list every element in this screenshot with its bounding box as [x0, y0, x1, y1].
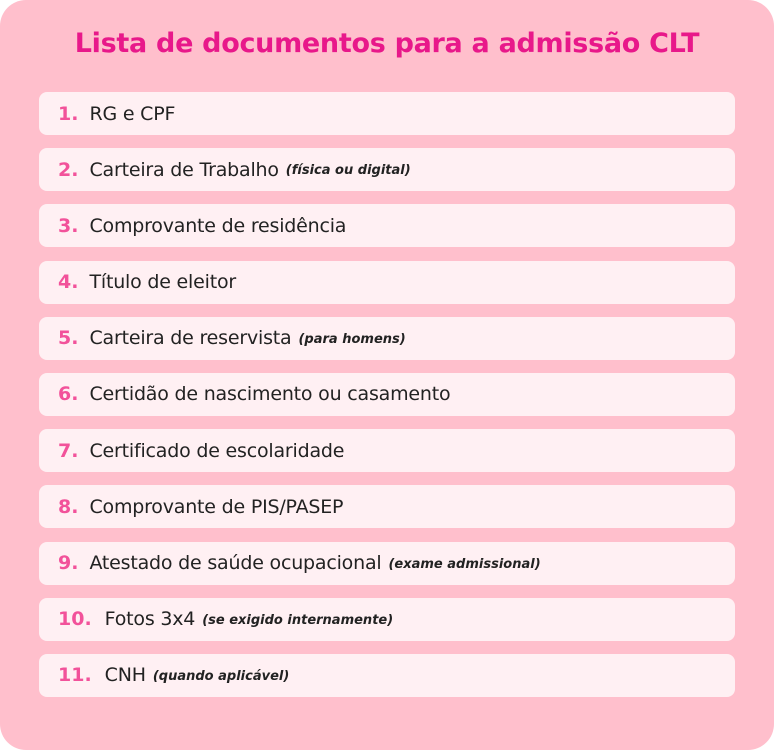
- item-number: 3.: [58, 214, 79, 237]
- item-number: 2.: [58, 158, 79, 181]
- list-item-pis-pasep: [39, 485, 735, 528]
- item-label: Certificado de escolaridade: [89, 439, 345, 462]
- item-note: (física ou digital): [285, 163, 411, 179]
- list-item-certidao: [39, 373, 735, 416]
- item-label: CNH: [104, 664, 146, 687]
- item-label: Carteira de reservista: [89, 327, 292, 350]
- item-label: RG e CPF: [89, 102, 176, 125]
- document-list: [39, 92, 735, 710]
- list-item-cnh: [39, 654, 735, 697]
- item-label: Atestado de saúde ocupacional: [89, 552, 382, 574]
- list-item-fotos: [39, 598, 735, 641]
- list-item-atestado-saude: [39, 542, 735, 585]
- list-item-titulo-eleitor: [39, 261, 735, 304]
- item-label: Carteira de Trabalho: [89, 158, 279, 181]
- item-number: 10.: [58, 608, 92, 631]
- item-label: Comprovante de residência: [89, 214, 347, 237]
- item-label: Fotos 3x4: [104, 608, 196, 631]
- item-number: 9.: [58, 552, 79, 574]
- item-number: 6.: [58, 383, 79, 406]
- item-note: (se exigido internamente): [202, 612, 394, 628]
- list-item-comprovante-residencia: [39, 204, 735, 247]
- item-note: (exame admissional): [388, 556, 541, 572]
- item-note: (para homens): [298, 331, 406, 347]
- item-note: (quando aplicável): [152, 668, 290, 684]
- item-number: 11.: [58, 664, 92, 687]
- item-number: 4.: [58, 271, 79, 294]
- item-number: 5.: [58, 327, 79, 350]
- item-number: 7.: [58, 439, 79, 462]
- item-label: Título de eleitor: [89, 271, 236, 294]
- item-label: Certidão de nascimento ou casamento: [89, 383, 451, 406]
- list-item-certificado-escolaridade: [39, 429, 735, 472]
- list-item-carteira-reservista: [39, 317, 735, 360]
- item-number: 8.: [58, 495, 79, 518]
- item-label: Comprovante de PIS/PASEP: [89, 495, 344, 518]
- list-item-rg-cpf: [39, 92, 735, 135]
- page-title: Lista de documentos para a admissão CLT: [74, 28, 700, 59]
- item-number: 1.: [58, 102, 79, 125]
- list-item-carteira-trabalho: [39, 148, 735, 191]
